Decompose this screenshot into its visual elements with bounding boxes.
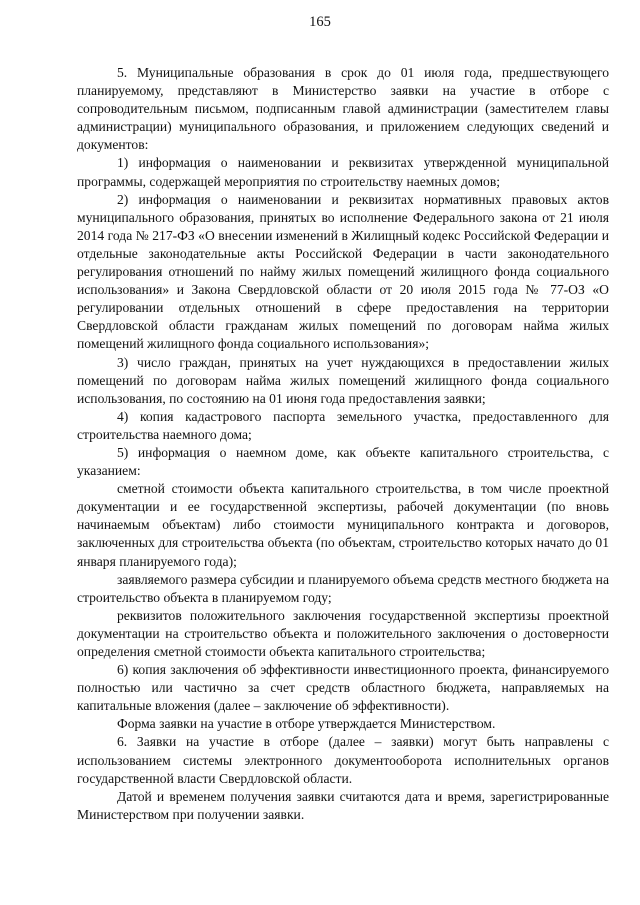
paragraph-item-5: 5. Муниципальные образования в срок до 01 июля года, предшествующего планируемому, представляют в Министерство заявки на участие в отборе с сопроводительным письмом, подписанным главой администрации (заместителем главы администрации) муниципального образования, и приложением следующих сведений и документов: [77, 65, 609, 153]
paragraph-subitem-3: 3) число граждан, принятых на учет нуждающихся в предоставлении жилых помещений по договорам найма жилых помещений жилищного фонда социального использования, по состоянию на 01 июня года предоставления заявки; [77, 354, 609, 406]
page-number: 165 [309, 14, 331, 30]
paragraph-item-6: 6. Заявки на участие в отборе (далее – заявки) могут быть направлены с использованием системы электронного документооборота исполнительных органов государственной власти Свердловской области. [77, 734, 609, 786]
paragraph-subitem-1: 1) информация о наименовании и реквизитах утвержденной муниципальной программы, содержащей мероприятия по строительству наемных домов; [77, 155, 609, 189]
paragraph-subitem-5: 5) информация о наемном доме, как объекте капитального строительства, с указанием: [77, 444, 609, 479]
paragraph-expertise-details: реквизитов положительного заключения государственной экспертизы проектной документации на строительство объекта и положительного заключения о достоверности определения сметной стоимости объекта капитального строительства; [77, 607, 609, 659]
paragraph-subsidy-amount: заявляемого размера субсидии и планируемого объема средств местного бюджета на строительство объекта в планируемом году; [77, 571, 609, 605]
paragraph-subitem-6: 6) копия заключения об эффективности инвестиционного проекта, финансируемого полностью или частично за счет средств областного бюджета, направляемых на капитальные вложения (далее – заключение об эффективности). [77, 662, 609, 714]
paragraph-receipt-date: Датой и временем получения заявки считаются дата и время, зарегистрированные Министерством при получении заявки. [77, 788, 609, 822]
paragraph-estimate-cost: сметной стоимости объекта капитального строительства, в том числе проектной документации и ее государственной экспертизы, рабочей документации (по вновь начинаемым объектам) либо стоимости муниципального контракта и договоров, заключенных для строительства объекта (по объектам, строительство которых начато до 01 января планируемого года); [77, 481, 609, 569]
paragraph-form-approval: Форма заявки на участие в отборе утверждается Министерством. [117, 716, 496, 732]
paragraph-subitem-2: 2) информация о наименовании и реквизитах нормативных правовых актов муниципального образования, принятых во исполнение Федерального закона от 21 июля 2014 года № 217-ФЗ «О внесении изменений в Жилищный кодекс Российской Федерации и отдельные законодательные акты Российской Федерации в части законодательного регулирования отношений по найму жилых помещений жилищного фонда социального использования» и Закона Свердловской области от 20 июля 2015 года № 77-ОЗ «О регулировании отдельных отношений в сфере предоставления на территории Свердловской области гражданам жилых помещений по договорам найма жилых помещений жилищного фонда социального использования»; [77, 191, 609, 352]
paragraph-subitem-4: 4) копия кадастрового паспорта земельного участка, предоставленного для строительства наемного дома; [77, 408, 609, 442]
document-body [77, 64, 609, 824]
